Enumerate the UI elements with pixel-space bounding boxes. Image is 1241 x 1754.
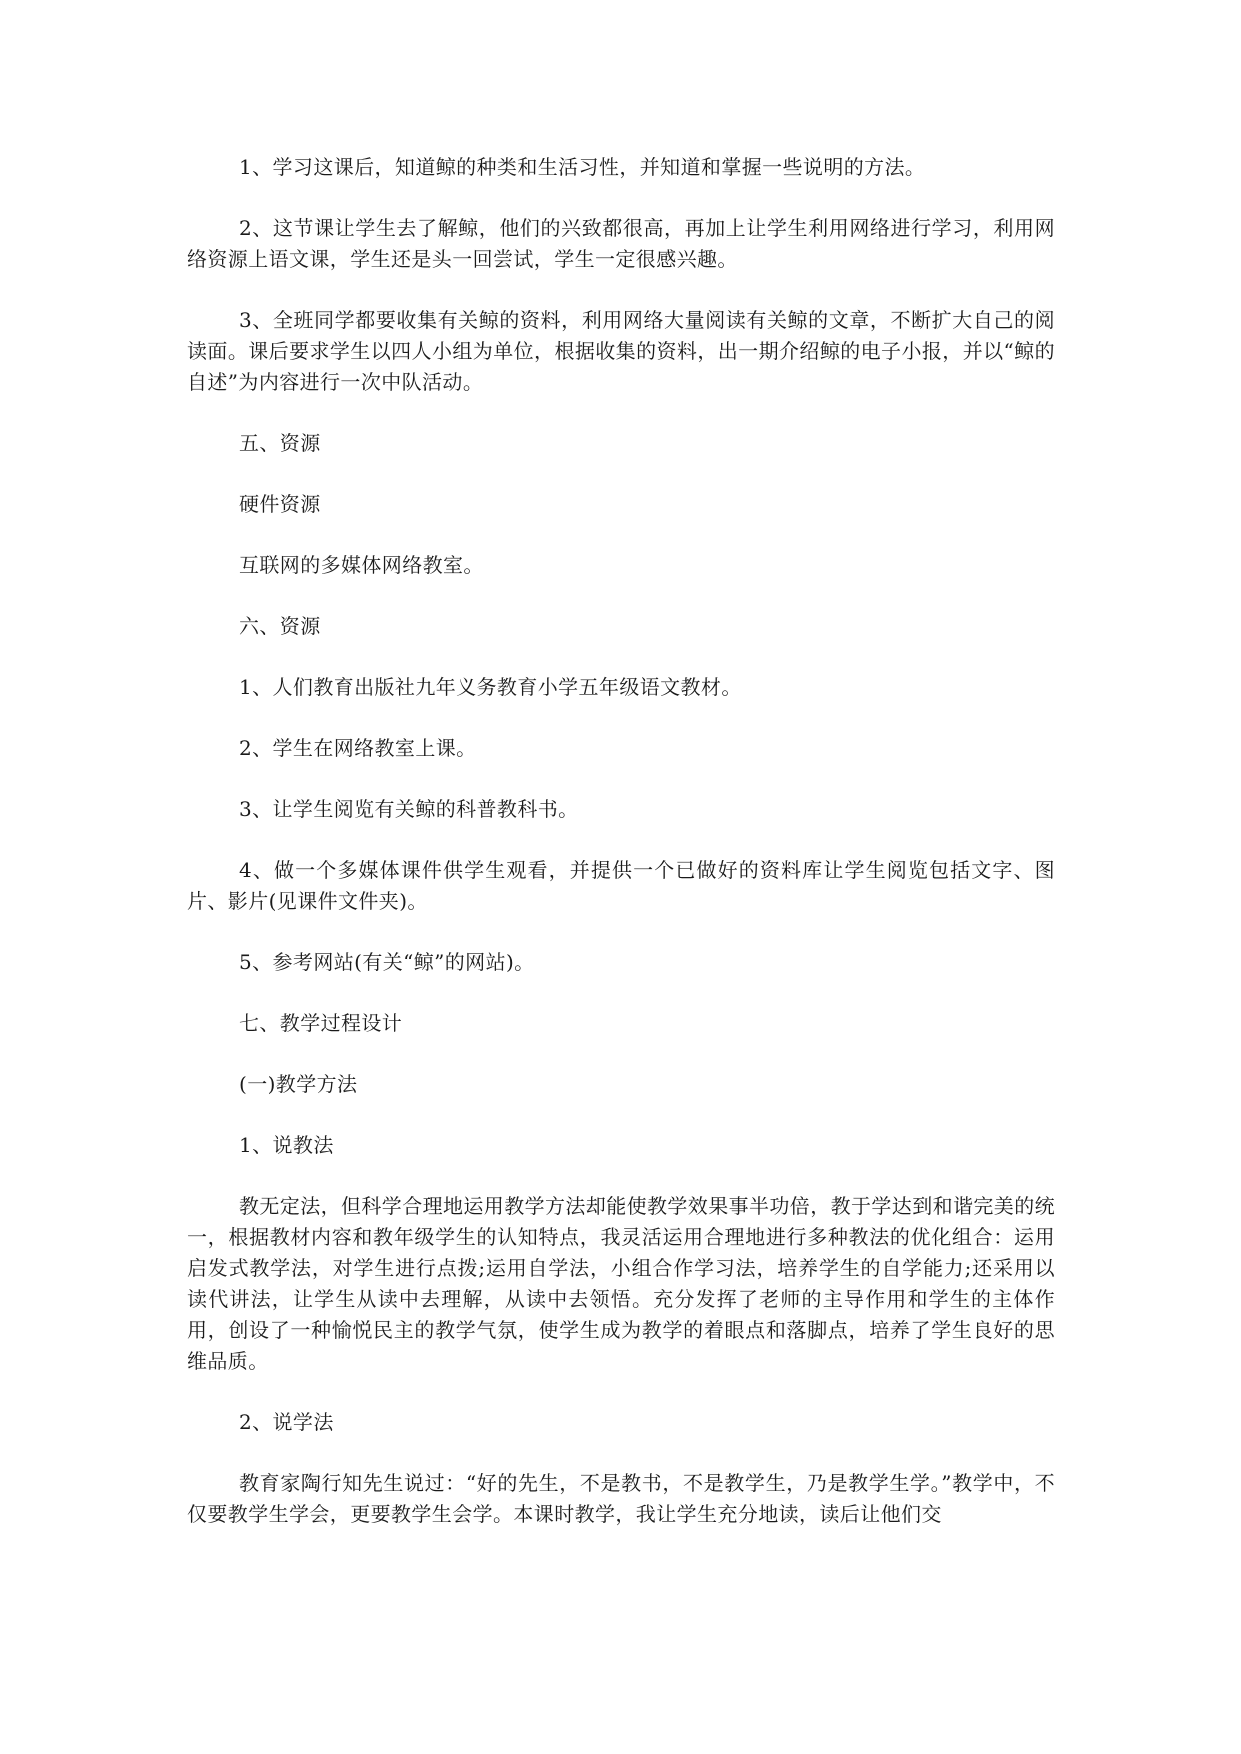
paragraph-hardware: 互联网的多媒体网络教室。 [239,553,484,577]
resource-item-2: 2、学生在网络教室上课。 [239,736,477,760]
resource-item-5: 5、参考网站(有关“鲸”的网站)。 [239,950,535,974]
section-heading-resources-2: 六、资源 [239,614,321,638]
subheading-hardware-resources: 硬件资源 [239,492,321,516]
paragraph-3: 3、全班同学都要收集有关鲸的资料，利用网络大量阅读有关鲸的文章，不断扩大自己的阅读面。课后要求学生以四人小组为单位，根据收集的资料，出一期介绍鲸的电子小报，并以“鲸的自述”为内容进行一次中队活动。 [187,308,1055,394]
subheading-learning-approach: 2、说学法 [239,1410,334,1434]
paragraph-1: 1、学习这课后，知道鲸的种类和生活习性，并知道和掌握一些说明的方法。 [239,155,926,179]
paragraph-2: 2、这节课让学生去了解鲸，他们的兴致都很高，再加上让学生利用网络进行学习，利用网络资源上语文课，学生还是头一回尝试，学生一定很感兴趣。 [187,216,1055,271]
section-heading-teaching-process: 七、教学过程设计 [239,1011,403,1035]
resource-item-1: 1、人们教育出版社九年义务教育小学五年级语文教材。 [239,675,742,699]
paragraph-teaching-approach: 教无定法，但科学合理地运用教学方法却能使教学效果事半功倍，教于学达到和谐完美的统一，根据教材内容和教年级学生的认知特点，我灵活运用合理地进行多种教法的优化组合：运用启发式教学法，对学生进行点拨;运用自学法，小组合作学习法，培养学生的自学能力;还采用以读代讲法，让学生从读中去理解，从读中去领悟。充分发挥了老师的主导作用和学生的主体作用，创设了一种愉悦民主的教学气氛，使学生成为教学的着眼点和落脚点，培养了学生良好的思维品质。 [187,1194,1055,1373]
resource-item-3: 3、让学生阅览有关鲸的科普教科书。 [239,797,579,821]
resource-item-4: 4、做一个多媒体课件供学生观看，并提供一个已做好的资料库让学生阅览包括文字、图片、影片(见课件文件夹)。 [187,858,1055,913]
paragraph-learning-approach: 教育家陶行知先生说过：“好的先生，不是教书，不是教学生，乃是教学生学。”教学中，不仅要教学生学会，更要教学生会学。本课时教学，我让学生充分地读，读后让他们交 [187,1471,1055,1526]
subheading-teaching-approach: 1、说教法 [239,1133,334,1157]
subheading-teaching-method: (一)教学方法 [239,1072,358,1096]
document-body [187,152,1055,1560]
section-heading-resources: 五、资源 [239,431,321,455]
